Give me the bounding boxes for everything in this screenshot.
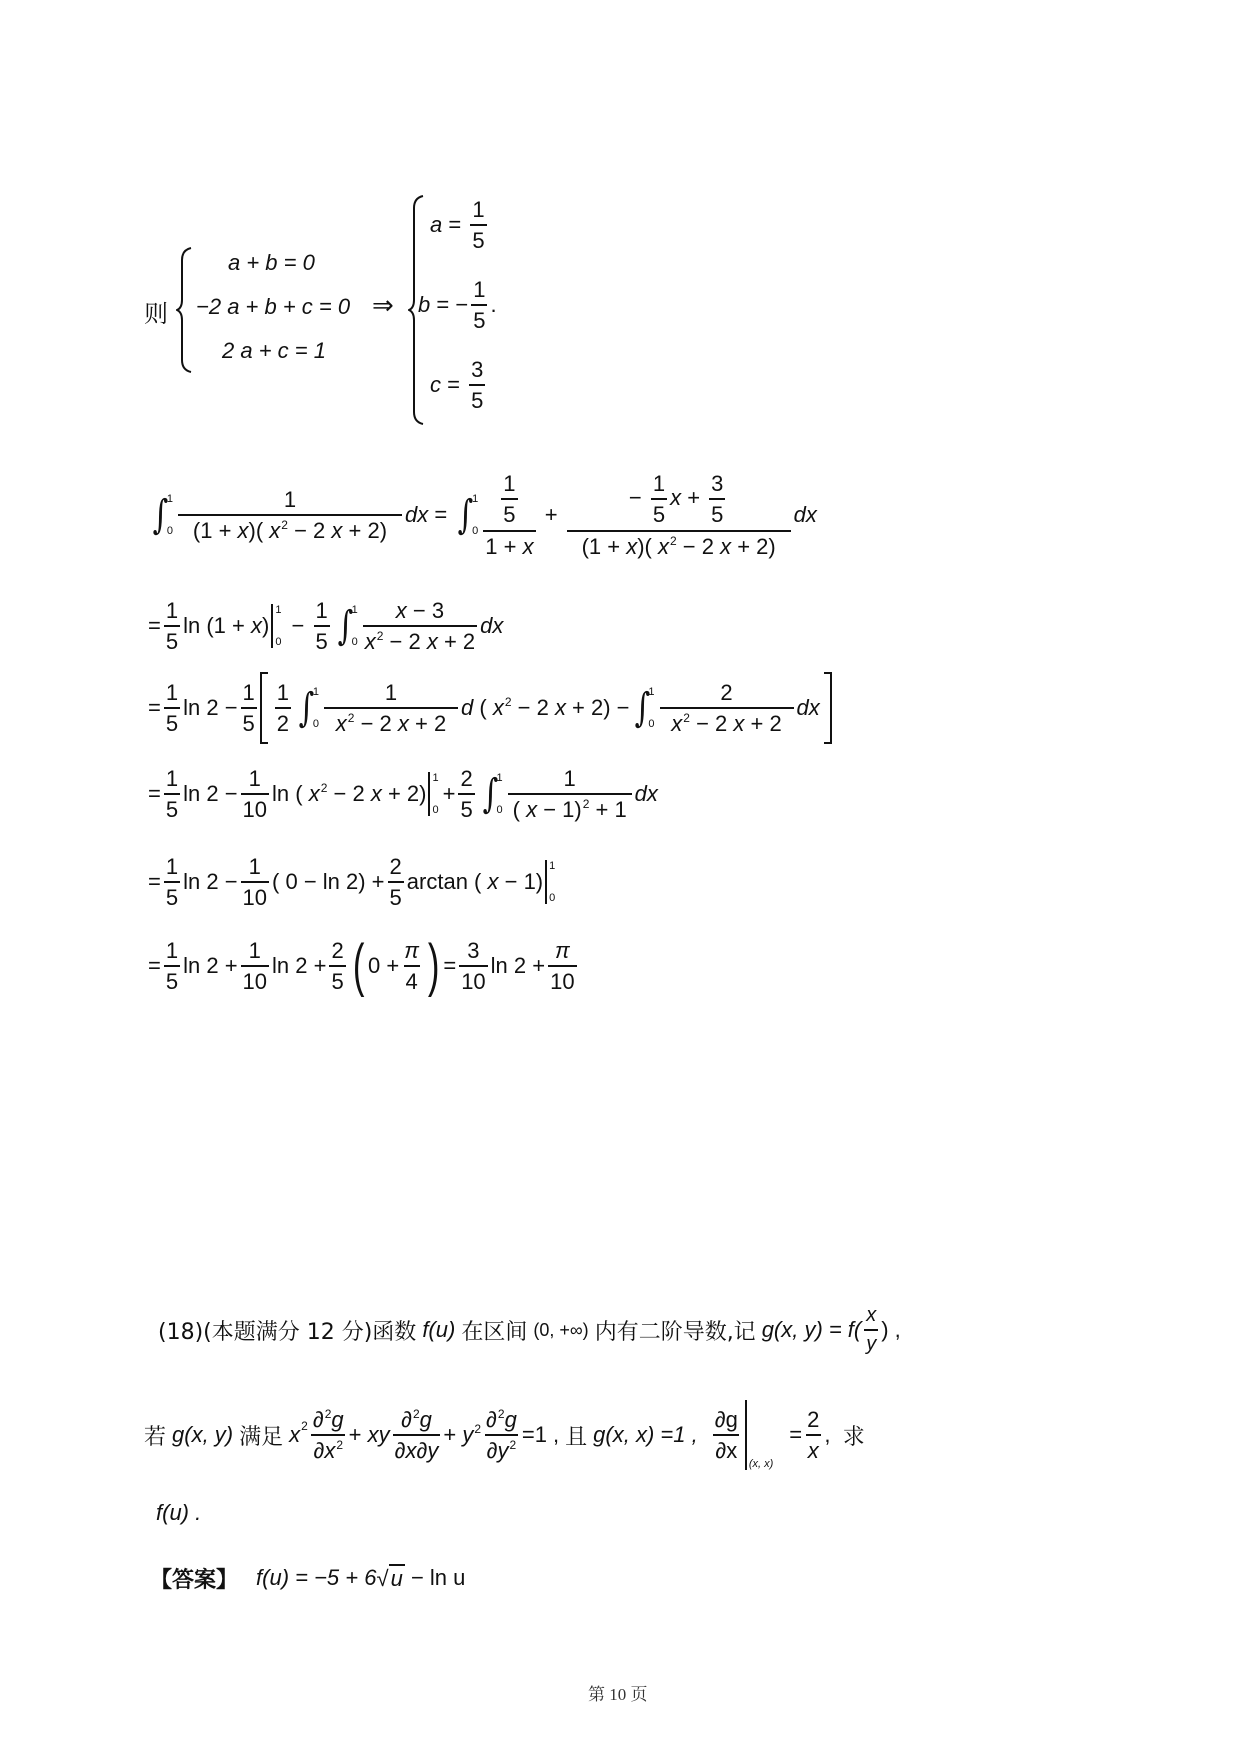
answer-expression: f(u) = −5 + 6	[256, 1565, 377, 1590]
derivation-line-5: = $\frac{1}{5}$ ln 2 − $\frac{1}{10}$ ( 0 − ln 2) + $\frac{2}{5}$ arctan ( x − 1) 1 0	[148, 853, 556, 910]
derivation-line-4: = $\frac{1}{5}$ ln 2 − $\frac{1}{10}$ ln ( $x^2 - 2$ x + 2) 1 0 + $\frac{2}{5}$ ∫ 1 0 $\frac{1}{( x - 1)^2 + 1}$ dx	[148, 765, 658, 822]
page-number: 第 10 页	[588, 1685, 648, 1704]
solution-a: a = $\frac{1}{5}$	[430, 197, 485, 254]
answer-label: 【答案】	[150, 1567, 239, 1593]
derivation-line-1: ∫ 1 0 $\frac{1}{(1 + x)( x^2 - 2 x + 2)}$ dx = ∫ 1 0 $\frac{\frac{1}{5}}{1 + x}$ + − $\frac{1}{5}$ x + $\frac{3}{5}$ (1 + x)( $x^2 - 2$ x + 2) dx	[152, 471, 817, 559]
implies-arrow: ⇒	[372, 290, 394, 320]
problem-18-statement-line-3: f(u) .	[156, 1500, 202, 1525]
problem-18-statement-line-2: 若 g(x, y) 满足 x 2 $\frac{\partial^2g}{\partial x^2}$ + xy $\frac{\partial^2g}{\partial x\partial y}$ + $y^2$ $\frac{\partial^2g}{\partial y^2}$ =1 , 且 g(x, x) =1 , $\frac{\partial g}{\partial x}$ (x, x) = $\frac{2}{x}$ , 求	[144, 1394, 865, 1476]
sqrt-symbol: √ u	[376, 1566, 403, 1591]
derivation-line-6: = $\frac{1}{5}$ ln 2 + $\frac{1}{10}$ ln 2 + $\frac{2}{5}$ ( 0 + $\frac{\pi}{4}$ ) = $\frac{3}{10}$ ln 2 + $\frac{\pi}{10}$	[148, 933, 575, 998]
solution-c: c = $\frac{3}{5}$	[430, 357, 484, 414]
answer-line: 【答案】 f(u) = −5 + 6 √ u − ln u	[150, 1558, 465, 1598]
linear-system	[140, 190, 540, 430]
problem-18-statement-line-1: (18)(本题满分 12 分)函数 f(u) 在区间 (0, +∞) 内有二阶导数,记 g(x, y) = f( $\frac{x}{y}$ ) ,	[158, 1304, 901, 1355]
solution-b: b = − $\frac{1}{5}$ .	[418, 277, 497, 334]
system-eq-1: a + b = 0	[228, 250, 315, 275]
system-eq-2: −2 a + b + c = 0	[196, 294, 351, 319]
left-brace-icon	[176, 246, 194, 374]
derivation-line-3: = $\frac{1}{5}$ ln 2 − $\frac{1}{5}$ $\frac{1}{2}$ ∫ 1 0 $\frac{1}{x^2 - 2 x + 2}$ d ( $x^2 - 2$ x + 2) − ∫ 1 0 $\frac{2}{x^2 - 2 x + 2}$ dx	[148, 666, 832, 750]
derivation-line-2: = $\frac{1}{5}$ ln (1 + x) 1 0 − $\frac{1}{5}$ ∫ 1 0 $\frac{x - 3}{x^2 - 2 x + 2}$ dx	[148, 597, 504, 654]
system-eq-3: 2 a + c = 1	[222, 338, 326, 363]
system-lead: 则	[144, 300, 168, 328]
